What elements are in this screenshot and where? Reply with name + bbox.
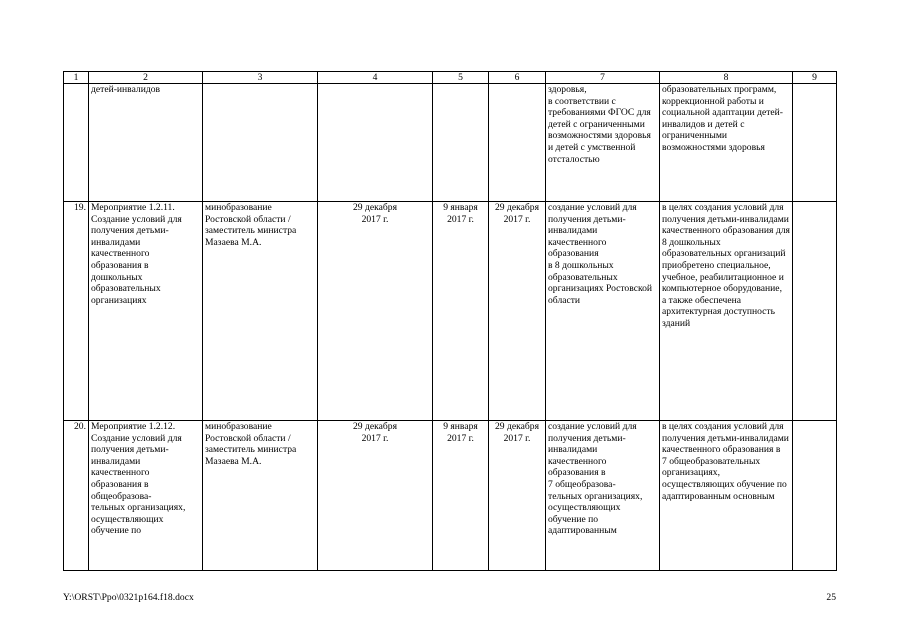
table-row [64, 84, 837, 202]
control-date-cell: 29 декабря 2017 г. [489, 202, 546, 421]
col-header-3: 3 [203, 72, 318, 84]
result-cell: создание условий для получения детьми-инвалидами качественного образования в 8 дошкольных образовательных организациях Ростовской области [546, 202, 660, 421]
col-header-6: 6 [489, 72, 546, 84]
table-header-row [64, 72, 837, 84]
end-date-cell [433, 84, 489, 202]
table-row [64, 202, 837, 421]
end-date-cell: 9 января 2017 г. [433, 421, 489, 571]
executor-cell: минобразование Ростовской области / заместитель министра Мазаева М.А. [203, 202, 318, 421]
result-cell: здоровья, в соответствии с требованиями ФГОС для детей с ограниченными возможностями здоровья и детей с умственной отсталостью [546, 84, 660, 202]
note-cell [793, 421, 837, 571]
control-date-cell: 29 декабря 2017 г. [489, 421, 546, 571]
col-header-5: 5 [433, 72, 489, 84]
indicator-cell: образовательных программ, коррекционной работы и социальной адаптации детей-инвалидов и детей с ограниченными возможностями здоровья [660, 84, 793, 202]
document-table [63, 71, 837, 571]
row-number [64, 84, 89, 202]
col-header-7: 7 [546, 72, 660, 84]
page-number: 25 [826, 592, 836, 603]
event-cell: Мероприятие 1.2.11. Создание условий для получения детьми-инвалидами качественного образования в дошкольных образовательных организациях [89, 202, 203, 421]
note-cell [793, 202, 837, 421]
executor-cell [203, 84, 318, 202]
executor-cell: минобразование Ростовской области / заместитель министра Мазаева М.А. [203, 421, 318, 571]
note-cell [793, 84, 837, 202]
result-cell: создание условий для получения детьми-инвалидами качественного образования в 7 общеобразова- тельных организациях, осуществляющих обучение по адаптированным [546, 421, 660, 571]
indicator-cell: в целях создания условий для получения детьми-инвалидами качественного образования в 7 общеобразовательных организациях, осуществляющих обучение по адаптированным основным [660, 421, 793, 571]
control-date-cell [489, 84, 546, 202]
table-row [64, 421, 837, 571]
col-header-2: 2 [89, 72, 203, 84]
col-header-4: 4 [318, 72, 433, 84]
start-date-cell [318, 84, 433, 202]
footer-file-path: Y:\ORST\Ppo\0321p164.f18.docx [63, 592, 194, 603]
indicator-cell: в целях создания условий для получения детьми-инвалидами качественного образования для 8 дошкольных образовательных организаций приобретено специальное, учебное, реабилитационное и компьютерное оборудование, а также обеспечена архитектурная доступность зданий [660, 202, 793, 421]
col-header-1: 1 [64, 72, 89, 84]
row-number: 20. [64, 421, 89, 571]
event-cell: детей-инвалидов [89, 84, 203, 202]
col-header-8: 8 [660, 72, 793, 84]
col-header-9: 9 [793, 72, 837, 84]
start-date-cell: 29 декабря 2017 г. [318, 421, 433, 571]
end-date-cell: 9 января 2017 г. [433, 202, 489, 421]
row-number: 19. [64, 202, 89, 421]
event-cell: Мероприятие 1.2.12. Создание условий для получения детьми-инвалидами качественного образования в общеобразова- тельных организациях, осуществляющих обучение по [89, 421, 203, 571]
start-date-cell: 29 декабря 2017 г. [318, 202, 433, 421]
